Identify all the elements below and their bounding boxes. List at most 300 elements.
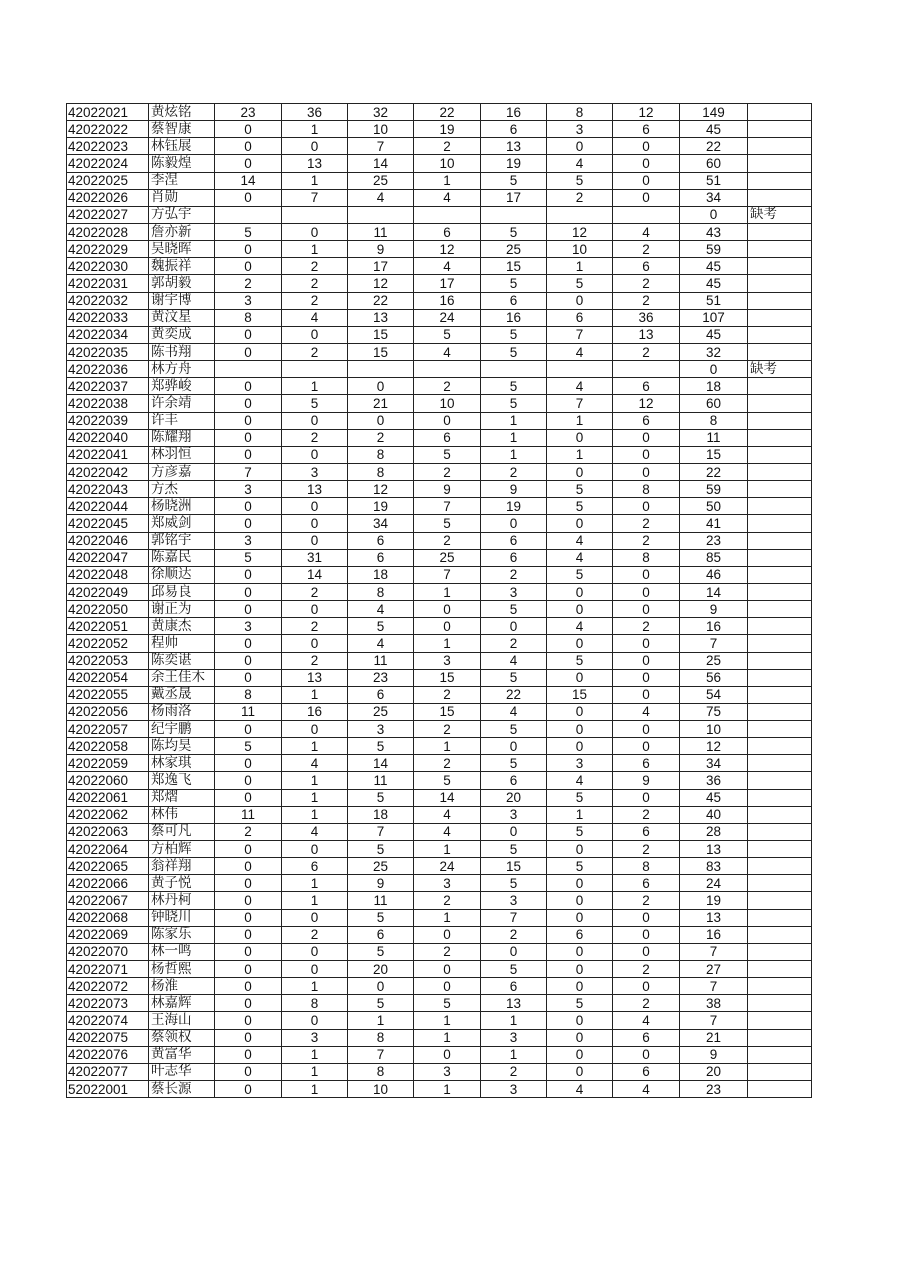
note-cell [748, 755, 812, 772]
score-q7-cell: 2 [613, 532, 680, 549]
note-cell [748, 549, 812, 566]
score-q2-cell [282, 361, 348, 378]
student-id-cell: 42022057 [67, 721, 149, 738]
note-cell [748, 669, 812, 686]
student-id-cell: 42022025 [67, 172, 149, 189]
score-q3-cell: 8 [348, 1029, 414, 1046]
total-score-cell: 107 [680, 309, 748, 326]
score-q1-cell: 0 [215, 566, 282, 583]
score-q3-cell: 4 [348, 601, 414, 618]
score-q2-cell: 0 [282, 223, 348, 240]
score-q2-cell: 3 [282, 463, 348, 480]
total-score-cell: 50 [680, 498, 748, 515]
total-score-cell: 34 [680, 755, 748, 772]
score-q2-cell: 0 [282, 909, 348, 926]
score-q2-cell: 1 [282, 789, 348, 806]
score-q3-cell: 5 [348, 841, 414, 858]
score-q4-cell: 19 [414, 121, 481, 138]
score-q6-cell: 6 [547, 926, 613, 943]
score-q3-cell: 8 [348, 1063, 414, 1080]
score-q5-cell: 7 [481, 909, 547, 926]
note-cell [748, 806, 812, 823]
student-id-cell: 42022047 [67, 549, 149, 566]
score-q5-cell: 25 [481, 241, 547, 258]
table-row [67, 806, 812, 823]
student-name-cell: 林方舟 [149, 361, 215, 378]
score-q6-cell: 4 [547, 155, 613, 172]
score-q4-cell: 1 [414, 909, 481, 926]
total-score-cell: 14 [680, 583, 748, 600]
student-name-cell: 纪宇鹏 [149, 721, 215, 738]
note-cell [748, 138, 812, 155]
table-row [67, 258, 812, 275]
student-name-cell: 林丹柯 [149, 892, 215, 909]
score-q5-cell: 16 [481, 309, 547, 326]
student-name-cell: 方柏辉 [149, 841, 215, 858]
score-q1-cell: 0 [215, 669, 282, 686]
total-score-cell: 45 [680, 121, 748, 138]
student-id-cell: 42022076 [67, 1046, 149, 1063]
score-q5-cell: 2 [481, 566, 547, 583]
table-row [67, 1081, 812, 1098]
score-q5-cell: 6 [481, 292, 547, 309]
score-q7-cell: 2 [613, 618, 680, 635]
score-q7-cell: 8 [613, 858, 680, 875]
score-q3-cell [348, 361, 414, 378]
student-name-cell: 郑逸飞 [149, 772, 215, 789]
total-score-cell: 40 [680, 806, 748, 823]
student-id-cell: 42022035 [67, 343, 149, 360]
score-q6-cell: 1 [547, 412, 613, 429]
table-row [67, 395, 812, 412]
score-q5-cell: 3 [481, 1081, 547, 1098]
score-q3-cell: 12 [348, 481, 414, 498]
score-q6-cell: 4 [547, 343, 613, 360]
score-q4-cell: 1 [414, 1012, 481, 1029]
table-row [67, 618, 812, 635]
score-q6-cell: 5 [547, 789, 613, 806]
score-q1-cell: 0 [215, 258, 282, 275]
score-q7-cell: 6 [613, 1063, 680, 1080]
note-cell [748, 566, 812, 583]
score-q2-cell: 8 [282, 995, 348, 1012]
score-q4-cell: 4 [414, 258, 481, 275]
score-q4-cell: 1 [414, 1029, 481, 1046]
total-score-cell: 149 [680, 104, 748, 121]
total-score-cell: 51 [680, 172, 748, 189]
table-row [67, 532, 812, 549]
table-row [67, 361, 812, 378]
score-q2-cell: 3 [282, 1029, 348, 1046]
score-q7-cell: 2 [613, 515, 680, 532]
note-cell [748, 498, 812, 515]
table-row [67, 1012, 812, 1029]
note-cell [748, 258, 812, 275]
score-q2-cell: 1 [282, 875, 348, 892]
score-q4-cell: 4 [414, 189, 481, 206]
score-q6-cell: 0 [547, 875, 613, 892]
note-cell [748, 789, 812, 806]
score-q7-cell: 6 [613, 823, 680, 840]
table-row [67, 738, 812, 755]
note-cell [748, 926, 812, 943]
table-row [67, 583, 812, 600]
score-q3-cell: 6 [348, 549, 414, 566]
student-name-cell: 王海山 [149, 1012, 215, 1029]
total-score-cell: 10 [680, 721, 748, 738]
student-name-cell: 程帅 [149, 635, 215, 652]
student-name-cell: 方杰 [149, 481, 215, 498]
total-score-cell: 25 [680, 652, 748, 669]
score-q4-cell: 16 [414, 292, 481, 309]
score-q6-cell: 1 [547, 446, 613, 463]
score-q2-cell: 1 [282, 121, 348, 138]
total-score-cell: 54 [680, 686, 748, 703]
score-q6-cell: 4 [547, 549, 613, 566]
score-table-body [67, 104, 812, 1098]
score-q6-cell [547, 206, 613, 223]
student-id-cell: 42022045 [67, 515, 149, 532]
total-score-cell: 20 [680, 1063, 748, 1080]
score-q2-cell: 1 [282, 806, 348, 823]
student-name-cell: 黄子悦 [149, 875, 215, 892]
note-cell [748, 189, 812, 206]
score-q1-cell: 0 [215, 961, 282, 978]
student-name-cell: 徐顺达 [149, 566, 215, 583]
score-q1-cell: 0 [215, 515, 282, 532]
score-q1-cell: 0 [215, 241, 282, 258]
table-row [67, 601, 812, 618]
score-q2-cell: 13 [282, 155, 348, 172]
score-q4-cell: 3 [414, 652, 481, 669]
score-q1-cell: 0 [215, 601, 282, 618]
score-q3-cell: 9 [348, 241, 414, 258]
score-q7-cell: 0 [613, 943, 680, 960]
total-score-cell: 45 [680, 789, 748, 806]
note-cell [748, 1046, 812, 1063]
score-q1-cell: 0 [215, 721, 282, 738]
note-cell [748, 412, 812, 429]
score-q6-cell: 0 [547, 463, 613, 480]
score-q3-cell: 25 [348, 858, 414, 875]
note-cell [748, 481, 812, 498]
student-name-cell: 方彦嘉 [149, 463, 215, 480]
score-q4-cell: 5 [414, 515, 481, 532]
student-id-cell: 42022034 [67, 326, 149, 343]
score-q6-cell: 0 [547, 429, 613, 446]
score-q4-cell: 3 [414, 875, 481, 892]
total-score-cell: 60 [680, 395, 748, 412]
score-q5-cell: 1 [481, 429, 547, 446]
score-q5-cell: 19 [481, 155, 547, 172]
score-q6-cell: 0 [547, 635, 613, 652]
note-cell [748, 326, 812, 343]
score-q5-cell: 5 [481, 172, 547, 189]
table-row [67, 789, 812, 806]
score-q1-cell: 8 [215, 309, 282, 326]
student-name-cell: 黄康杰 [149, 618, 215, 635]
table-row [67, 446, 812, 463]
score-q4-cell: 5 [414, 446, 481, 463]
score-q4-cell: 0 [414, 1046, 481, 1063]
student-name-cell: 李涅 [149, 172, 215, 189]
score-q6-cell: 2 [547, 189, 613, 206]
score-q1-cell: 2 [215, 823, 282, 840]
score-q3-cell: 11 [348, 223, 414, 240]
score-q5-cell: 19 [481, 498, 547, 515]
student-name-cell: 许余靖 [149, 395, 215, 412]
total-score-cell: 27 [680, 961, 748, 978]
score-q2-cell: 1 [282, 378, 348, 395]
score-q2-cell: 2 [282, 926, 348, 943]
student-id-cell: 42022038 [67, 395, 149, 412]
score-q2-cell: 0 [282, 943, 348, 960]
note-cell [748, 961, 812, 978]
score-q4-cell: 10 [414, 155, 481, 172]
score-q3-cell: 5 [348, 943, 414, 960]
score-q3-cell: 14 [348, 755, 414, 772]
score-q3-cell: 32 [348, 104, 414, 121]
note-cell [748, 241, 812, 258]
note-cell [748, 909, 812, 926]
score-q4-cell: 2 [414, 138, 481, 155]
note-cell [748, 429, 812, 446]
score-q5-cell: 6 [481, 978, 547, 995]
student-name-cell: 戴丞晟 [149, 686, 215, 703]
score-q1-cell: 0 [215, 155, 282, 172]
score-q2-cell: 13 [282, 481, 348, 498]
score-q5-cell: 2 [481, 635, 547, 652]
score-q2-cell: 0 [282, 635, 348, 652]
score-q7-cell: 0 [613, 978, 680, 995]
score-q1-cell: 5 [215, 549, 282, 566]
score-q7-cell: 0 [613, 446, 680, 463]
score-q3-cell: 11 [348, 652, 414, 669]
table-row [67, 703, 812, 720]
score-q7-cell: 0 [613, 601, 680, 618]
total-score-cell: 38 [680, 995, 748, 1012]
score-q1-cell: 0 [215, 498, 282, 515]
score-q7-cell: 6 [613, 378, 680, 395]
score-q2-cell: 1 [282, 772, 348, 789]
total-score-cell: 24 [680, 875, 748, 892]
table-row [67, 172, 812, 189]
score-q2-cell: 0 [282, 721, 348, 738]
student-name-cell: 陈嘉民 [149, 549, 215, 566]
total-score-cell: 19 [680, 892, 748, 909]
table-row [67, 926, 812, 943]
score-q7-cell: 0 [613, 1046, 680, 1063]
table-row [67, 463, 812, 480]
note-cell [748, 463, 812, 480]
score-q4-cell [414, 361, 481, 378]
student-name-cell: 杨雨洛 [149, 703, 215, 720]
score-q4-cell: 6 [414, 223, 481, 240]
student-name-cell: 陈家乐 [149, 926, 215, 943]
score-q3-cell: 1 [348, 1012, 414, 1029]
student-name-cell: 郑骅峻 [149, 378, 215, 395]
score-q3-cell: 15 [348, 326, 414, 343]
score-q6-cell: 5 [547, 858, 613, 875]
score-q6-cell: 0 [547, 1012, 613, 1029]
student-name-cell: 邱易良 [149, 583, 215, 600]
score-q7-cell: 2 [613, 961, 680, 978]
score-q7-cell: 12 [613, 395, 680, 412]
score-q4-cell: 1 [414, 738, 481, 755]
score-q2-cell: 4 [282, 823, 348, 840]
table-row [67, 755, 812, 772]
score-q5-cell: 3 [481, 1029, 547, 1046]
student-name-cell: 余王佳木 [149, 669, 215, 686]
student-id-cell: 42022040 [67, 429, 149, 446]
score-q5-cell: 2 [481, 1063, 547, 1080]
score-q6-cell: 0 [547, 892, 613, 909]
score-q3-cell: 8 [348, 583, 414, 600]
score-q1-cell: 0 [215, 412, 282, 429]
score-q7-cell: 2 [613, 241, 680, 258]
score-q7-cell: 0 [613, 583, 680, 600]
student-id-cell: 42022061 [67, 789, 149, 806]
score-q5-cell: 5 [481, 669, 547, 686]
score-q3-cell: 18 [348, 566, 414, 583]
student-id-cell: 42022073 [67, 995, 149, 1012]
note-cell [748, 686, 812, 703]
score-q2-cell: 2 [282, 429, 348, 446]
table-row [67, 1029, 812, 1046]
total-score-cell: 8 [680, 412, 748, 429]
total-score-cell: 0 [680, 361, 748, 378]
student-name-cell: 杨淮 [149, 978, 215, 995]
note-cell [748, 378, 812, 395]
student-name-cell: 方弘宇 [149, 206, 215, 223]
note-cell [748, 772, 812, 789]
score-q6-cell: 6 [547, 309, 613, 326]
student-id-cell: 42022072 [67, 978, 149, 995]
total-score-cell: 59 [680, 241, 748, 258]
score-q6-cell: 0 [547, 703, 613, 720]
student-id-cell: 42022028 [67, 223, 149, 240]
score-q5-cell: 2 [481, 926, 547, 943]
score-q1-cell: 23 [215, 104, 282, 121]
score-q6-cell: 0 [547, 601, 613, 618]
score-q5-cell [481, 361, 547, 378]
score-q4-cell: 2 [414, 686, 481, 703]
student-id-cell: 42022068 [67, 909, 149, 926]
score-q7-cell: 0 [613, 789, 680, 806]
student-id-cell: 42022074 [67, 1012, 149, 1029]
score-q7-cell: 12 [613, 104, 680, 121]
score-q7-cell [613, 206, 680, 223]
score-q4-cell: 2 [414, 378, 481, 395]
table-row [67, 121, 812, 138]
note-cell [748, 823, 812, 840]
score-q1-cell: 0 [215, 755, 282, 772]
score-q7-cell: 8 [613, 549, 680, 566]
score-q4-cell: 14 [414, 789, 481, 806]
score-q6-cell: 0 [547, 583, 613, 600]
student-name-cell: 陈耀翔 [149, 429, 215, 446]
note-cell [748, 618, 812, 635]
table-row [67, 978, 812, 995]
table-row [67, 772, 812, 789]
score-q3-cell: 10 [348, 1081, 414, 1098]
score-q3-cell: 17 [348, 258, 414, 275]
total-score-cell: 9 [680, 601, 748, 618]
score-q1-cell: 7 [215, 463, 282, 480]
score-q6-cell: 0 [547, 961, 613, 978]
note-cell [748, 172, 812, 189]
student-id-cell: 42022065 [67, 858, 149, 875]
score-q3-cell: 6 [348, 686, 414, 703]
student-id-cell: 42022051 [67, 618, 149, 635]
note-cell [748, 121, 812, 138]
score-q5-cell: 5 [481, 601, 547, 618]
score-q3-cell: 25 [348, 172, 414, 189]
score-q5-cell: 4 [481, 703, 547, 720]
score-q2-cell: 0 [282, 961, 348, 978]
score-q1-cell: 0 [215, 995, 282, 1012]
score-q1-cell: 14 [215, 172, 282, 189]
note-cell [748, 738, 812, 755]
score-q7-cell: 2 [613, 292, 680, 309]
student-name-cell: 林一鸣 [149, 943, 215, 960]
student-id-cell: 42022056 [67, 703, 149, 720]
score-q1-cell: 0 [215, 378, 282, 395]
score-q7-cell: 4 [613, 223, 680, 240]
student-id-cell: 42022049 [67, 583, 149, 600]
score-q5-cell: 13 [481, 995, 547, 1012]
score-q3-cell: 0 [348, 978, 414, 995]
score-q6-cell: 10 [547, 241, 613, 258]
note-cell [748, 532, 812, 549]
total-score-cell: 7 [680, 635, 748, 652]
note-cell: 缺考 [748, 361, 812, 378]
score-q4-cell: 0 [414, 926, 481, 943]
score-q5-cell: 13 [481, 138, 547, 155]
score-q6-cell: 0 [547, 515, 613, 532]
score-q3-cell: 14 [348, 155, 414, 172]
student-name-cell: 林羽恒 [149, 446, 215, 463]
total-score-cell: 16 [680, 618, 748, 635]
score-q2-cell: 0 [282, 532, 348, 549]
table-row [67, 498, 812, 515]
total-score-cell: 46 [680, 566, 748, 583]
total-score-cell: 0 [680, 206, 748, 223]
score-q6-cell: 0 [547, 1046, 613, 1063]
score-q4-cell: 1 [414, 172, 481, 189]
student-name-cell: 林嘉辉 [149, 995, 215, 1012]
table-row [67, 909, 812, 926]
score-q3-cell: 12 [348, 275, 414, 292]
score-q2-cell: 7 [282, 189, 348, 206]
score-q6-cell: 0 [547, 292, 613, 309]
student-id-cell: 42022041 [67, 446, 149, 463]
score-q3-cell: 6 [348, 926, 414, 943]
score-q2-cell: 0 [282, 1012, 348, 1029]
student-id-cell: 42022059 [67, 755, 149, 772]
score-q7-cell: 8 [613, 481, 680, 498]
note-cell [748, 309, 812, 326]
note-cell [748, 841, 812, 858]
note-cell [748, 1081, 812, 1098]
total-score-cell: 75 [680, 703, 748, 720]
score-q6-cell: 0 [547, 738, 613, 755]
total-score-cell: 36 [680, 772, 748, 789]
score-q5-cell: 0 [481, 738, 547, 755]
score-q1-cell: 0 [215, 635, 282, 652]
student-name-cell: 杨哲熙 [149, 961, 215, 978]
student-name-cell: 郭铭宇 [149, 532, 215, 549]
